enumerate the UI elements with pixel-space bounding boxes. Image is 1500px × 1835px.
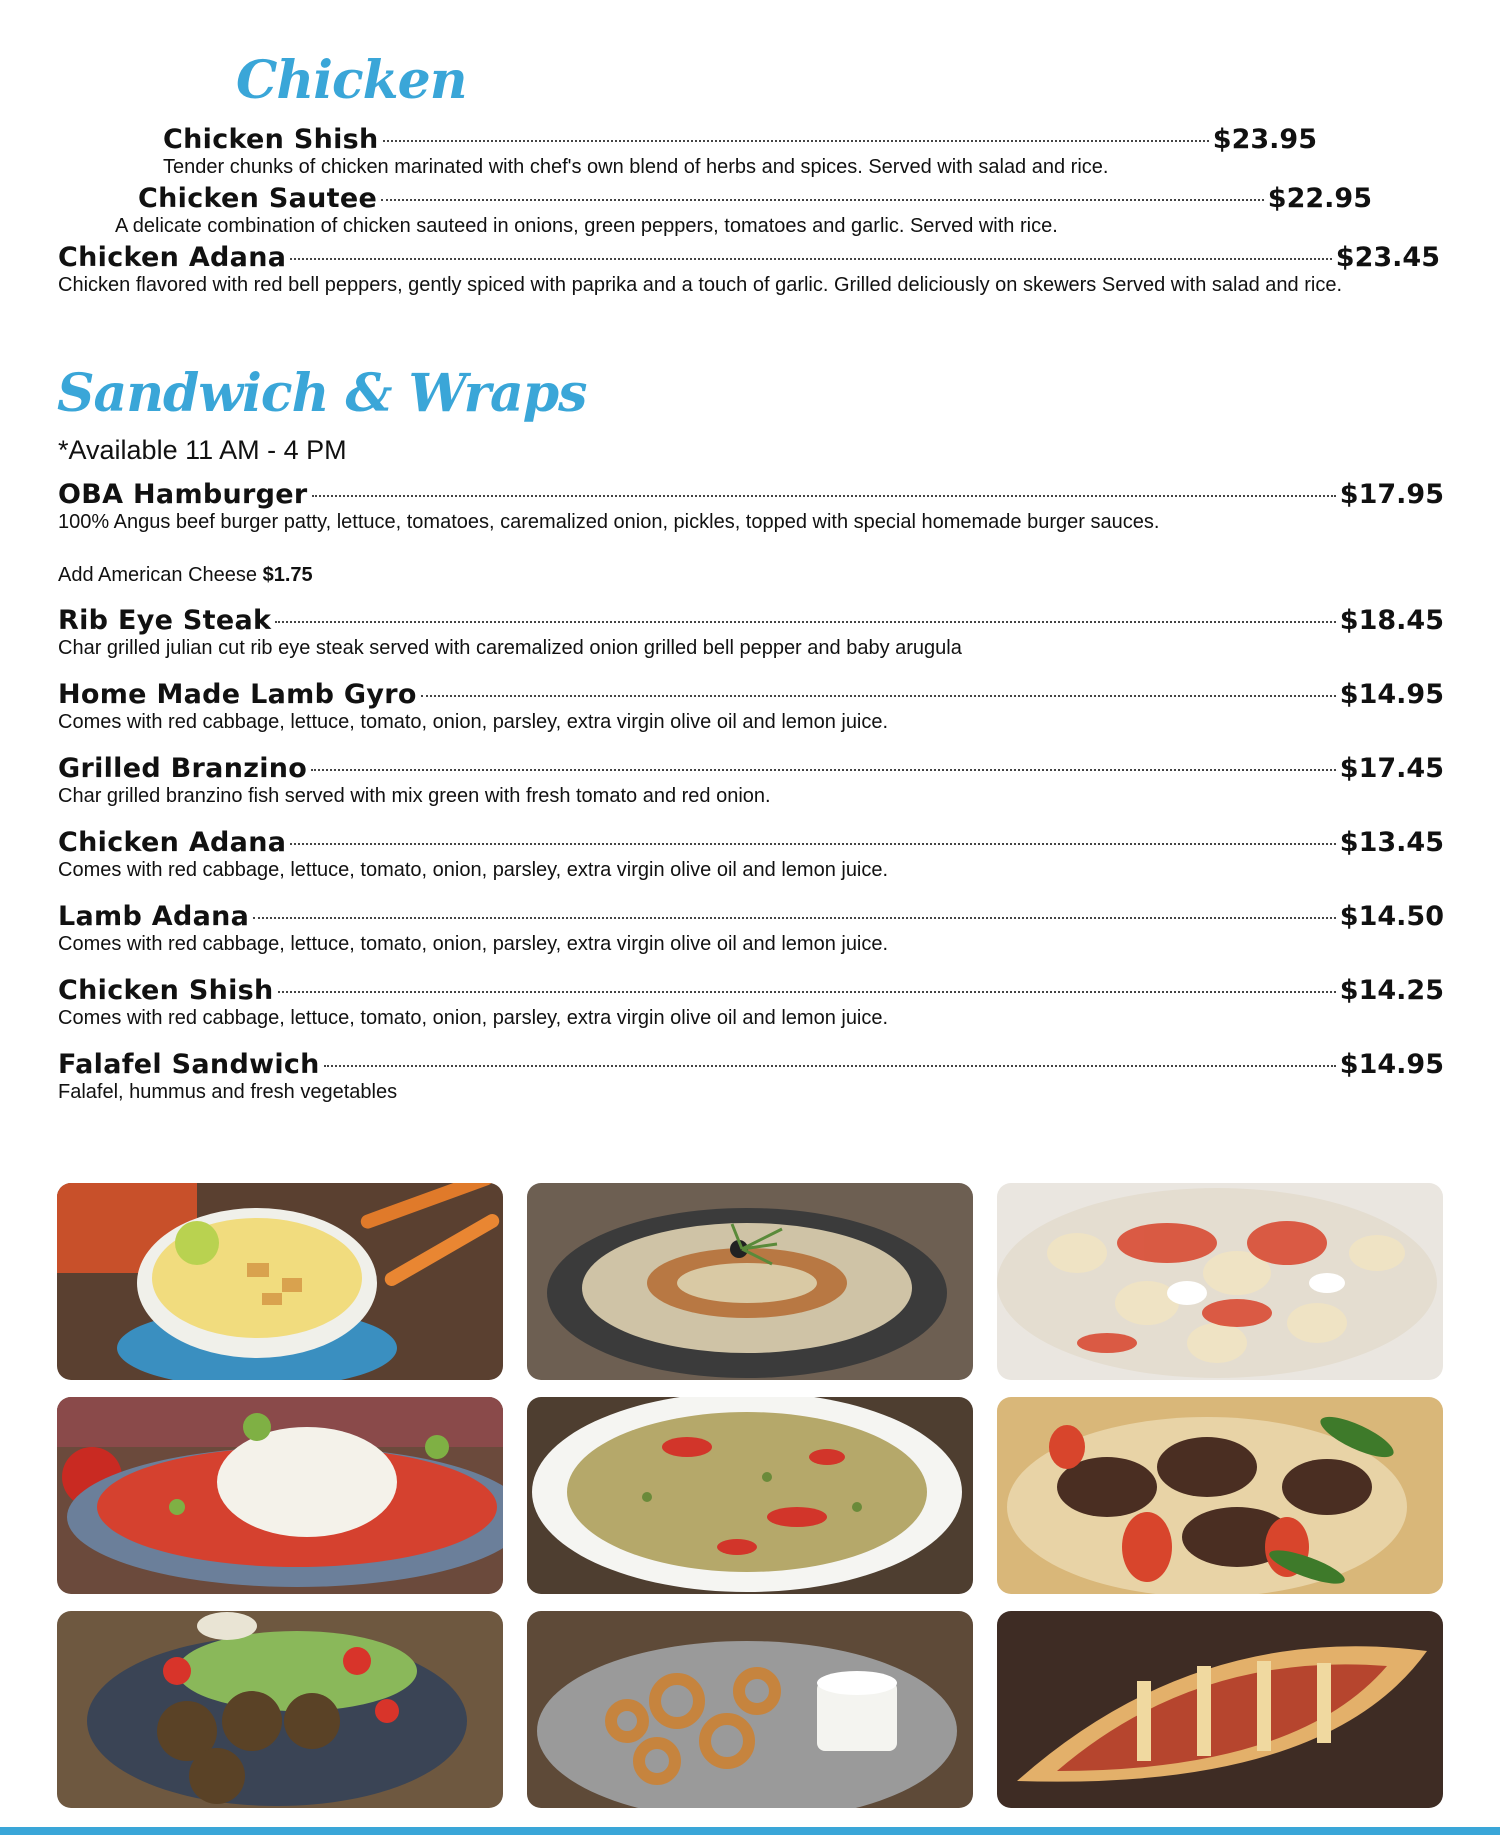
item-description: 100% Angus beef burger patty, lettuce, tomatoes, caremalized onion, pickles, topped with special homemade burger sauces. <box>58 511 1160 533</box>
menu-item-chicken-adana <box>58 242 1440 297</box>
photo-manti <box>997 1183 1443 1380</box>
photo-pide <box>997 1611 1443 1808</box>
item-price: $17.45 <box>1339 753 1444 784</box>
item-name: Lamb Adana <box>58 901 250 932</box>
item-price: $17.95 <box>1339 479 1444 510</box>
item-name: Chicken Adana <box>58 242 287 273</box>
item-name: Home Made Lamb Gyro <box>58 679 417 710</box>
dot-leader <box>275 621 1336 623</box>
item-price: $23.95 <box>1212 124 1317 155</box>
dot-leader <box>290 258 1332 260</box>
item-name: Chicken Adana <box>58 827 287 858</box>
item-description: Comes with red cabbage, lettuce, tomato, onion, parsley, extra virgin olive oil and lemon juice. <box>58 711 889 733</box>
item-price: $18.45 <box>1339 605 1444 636</box>
availability-note: *Available 11 AM - 4 PM <box>58 435 347 465</box>
item-description: Falafel, hummus and fresh vegetables <box>58 1081 398 1103</box>
menu-item-grilled-branzino <box>58 753 1444 808</box>
item-name: OBA Hamburger <box>58 479 308 510</box>
dot-leader <box>324 1065 1336 1067</box>
item-description: Char grilled branzino fish served with mix green with fresh tomato and red onion. <box>58 785 771 807</box>
item-description: Char grilled julian cut rib eye steak served with caremalized onion grilled bell pepper and baby arugula <box>58 637 962 659</box>
item-price: $14.50 <box>1339 901 1444 932</box>
item-name: Rib Eye Steak <box>58 605 272 636</box>
item-name: Grilled Branzino <box>58 753 308 784</box>
item-description: Comes with red cabbage, lettuce, tomato, onion, parsley, extra virgin olive oil and lemon juice. <box>58 1007 889 1029</box>
photo-falafel-plate <box>57 1611 503 1808</box>
menu-item-chicken-adana-wrap <box>58 827 1444 882</box>
food-photo-grid <box>57 1183 1442 1808</box>
item-description: Tender chunks of chicken marinated with chef's own blend of herbs and spices. Served with salad and rice. <box>163 156 1109 178</box>
item-price: $14.95 <box>1339 1049 1444 1080</box>
dot-leader <box>381 199 1264 201</box>
addon-label: Add American Cheese <box>58 564 258 586</box>
menu-item-chicken-sautee <box>115 183 1372 238</box>
item-price: $22.95 <box>1267 183 1372 214</box>
photo-lentil-soup <box>57 1183 503 1380</box>
item-description: Chicken flavored with red bell peppers, gently spiced with paprika and a touch of garlic. Grilled deliciously on skewers Served with salad and rice. <box>58 274 1342 296</box>
item-price: $23.45 <box>1335 242 1440 273</box>
menu-item-rib-eye-steak <box>58 605 1444 660</box>
item-price: $13.45 <box>1339 827 1444 858</box>
dot-leader <box>253 917 1336 919</box>
chicken-heading: Chicken <box>236 50 467 111</box>
item-name: Chicken Shish <box>163 124 379 155</box>
addon-price: $1.75 <box>262 564 313 586</box>
menu-item-chicken-shish <box>163 124 1317 179</box>
photo-fried-calamari <box>527 1611 973 1808</box>
addon-note <box>58 564 313 587</box>
dot-leader <box>278 991 1336 993</box>
item-name: Falafel Sandwich <box>58 1049 320 1080</box>
photo-kebab-platter <box>997 1397 1443 1594</box>
dot-leader <box>311 769 1336 771</box>
bottom-accent-bar <box>0 1827 1500 1835</box>
menu-item-falafel-sandwich <box>58 1049 1444 1104</box>
menu-item-lamb-adana <box>58 901 1444 956</box>
photo-shepherd-salad <box>57 1397 503 1594</box>
item-price: $14.25 <box>1339 975 1444 1006</box>
menu-item-oba-hamburger <box>58 479 1444 534</box>
item-description: A delicate combination of chicken sauteed in onions, green peppers, tomatoes and garlic. Served with rice. <box>115 215 1058 237</box>
item-description: Comes with red cabbage, lettuce, tomato, onion, parsley, extra virgin olive oil and lemon juice. <box>58 933 889 955</box>
menu-item-chicken-shish-wrap <box>58 975 1444 1030</box>
sandwich-heading: Sandwich & Wraps <box>57 363 587 424</box>
photo-eggplant-salad <box>527 1397 973 1594</box>
photo-hummus <box>527 1183 973 1380</box>
item-name: Chicken Shish <box>58 975 274 1006</box>
dot-leader <box>383 140 1209 142</box>
dot-leader <box>290 843 1336 845</box>
item-price: $14.95 <box>1339 679 1444 710</box>
dot-leader <box>312 495 1336 497</box>
dot-leader <box>421 695 1336 697</box>
menu-item-lamb-gyro <box>58 679 1444 734</box>
item-name: Chicken Sautee <box>138 183 378 214</box>
item-description: Comes with red cabbage, lettuce, tomato, onion, parsley, extra virgin olive oil and lemon juice. <box>58 859 889 881</box>
